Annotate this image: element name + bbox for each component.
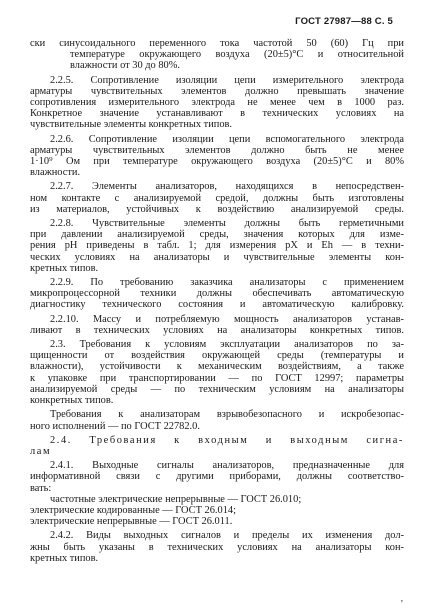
- text-line: 1·10⁹ Ом при температуре окружающего воздуха (20±5)°С и 80%: [30, 156, 404, 168]
- paragraph-explosion-proof: Требования к анализаторам взрывобезопасного и искробезопас-: [50, 409, 404, 421]
- page-corner-mark: ,: [400, 593, 403, 603]
- text-line: Конкретное значение устанавливают в технических условиях на: [30, 108, 404, 120]
- text-line: из материалов, устойчивых к воздействию анализируемой среды.: [30, 203, 404, 215]
- text-line: кретных типов.: [30, 262, 99, 274]
- text-line: чувствительные элементы конкретных типов.: [30, 119, 233, 131]
- body-text: [30, 38, 404, 564]
- text-line: рения рН приведены в табл. 1; для измерения рХ и Eh — в техни-: [30, 240, 404, 252]
- paragraph-2-2-10: 2.2.10. Массу и потребляемую мощность анализаторов устанав-: [50, 313, 404, 325]
- text-line: влажности от 30 до 80%.: [70, 60, 180, 72]
- text-line: при давлении анализируемой среды, значения которых для изме-: [30, 229, 404, 241]
- text-line: щищенности от воздействия окружающей среды (температуры и: [30, 350, 404, 362]
- text-line: влажности), устойчивости к механическим воздействиям, а также: [30, 361, 404, 373]
- paragraph-2-2-5: 2.2.5. Сопротивление изоляции цепи измерительного электрода: [50, 74, 404, 86]
- text-line: вать:: [30, 482, 52, 494]
- paragraph-2-2-6: 2.2.6. Сопротивление изоляции цепи вспомогательного электрода: [50, 133, 404, 145]
- text-line: температуре окружающего воздуха (20±5)°С и относительной: [70, 49, 404, 61]
- text-line: кретных типов.: [30, 552, 99, 564]
- text-line: ческих условиях на анализаторы и чувствительные элементы кон-: [30, 251, 404, 263]
- text-line: информативной связи с другими приборами, должны соответство-: [30, 471, 404, 483]
- text-line: сопротивления измерительного электрода не менее чем в 1000 раз.: [30, 97, 404, 109]
- list-item: частотные электрические непрерывные — ГОСТ 26.010;: [50, 493, 302, 505]
- text-line: ного исполнений — по ГОСТ 22782.0.: [30, 420, 200, 432]
- section-heading-2-4: 2.4. Требования к входным и выходным сигна-: [50, 434, 404, 446]
- text-line: анализируемой среды — по техническим условиям на анализаторы: [30, 383, 404, 395]
- list-item: электрические непрерывные — ГОСТ 26.011.: [30, 516, 233, 528]
- text-line: микропроцессорной техники должны обеспечивать автоматическую: [30, 288, 404, 300]
- running-head: ГОСТ 27987—88 С. 5: [295, 16, 393, 27]
- text-line: влажности.: [30, 167, 81, 179]
- paragraph-2-4-2: 2.4.2. Виды выходных сигналов и пределы их изменения дол-: [50, 530, 404, 542]
- text-line: ски синусоидального переменного тока частотой 50 (60) Гц при: [30, 38, 404, 49]
- text-line: диагностику технического состояния и автоматическую калибровку.: [30, 299, 404, 311]
- text-line: жны быть указаны в технических условиях на анализаторы кон-: [30, 541, 404, 553]
- text-line: ном контакте с анализируемой средой, должны быть изготовлены: [30, 192, 404, 204]
- paragraph-2-2-8: 2.2.8. Чувствительные элементы должны быть герметичными: [50, 218, 404, 230]
- text-line: к упаковке при транспортировании — по ГОСТ 12997; параметры: [30, 372, 404, 384]
- text-line: конкретных типов.: [30, 395, 114, 407]
- paragraph-2-4-1: 2.4.1. Выходные сигналы анализаторов, предназначенные для: [50, 460, 404, 472]
- section-heading-2-4-cont: лам: [30, 445, 52, 457]
- paragraph-2-3: 2.3. Требования к условиям эксплуатации анализаторов по за-: [50, 339, 404, 351]
- text-line: ливают в технических условиях на анализаторы конкретных типов.: [30, 324, 404, 336]
- paragraph-2-2-7: 2.2.7. Элементы анализаторов, находящихся в непосредствен-: [50, 181, 404, 193]
- text-line: арматуры чувствительных элементов должно превышать значение: [30, 85, 404, 97]
- paragraph-2-2-9: 2.2.9. По требованию заказчика анализаторы с применением: [50, 277, 404, 289]
- text-line: арматуры чувствительных элементов должно быть не менее: [30, 144, 404, 156]
- list-item: электрические кодированные — ГОСТ 26.014;: [30, 504, 236, 516]
